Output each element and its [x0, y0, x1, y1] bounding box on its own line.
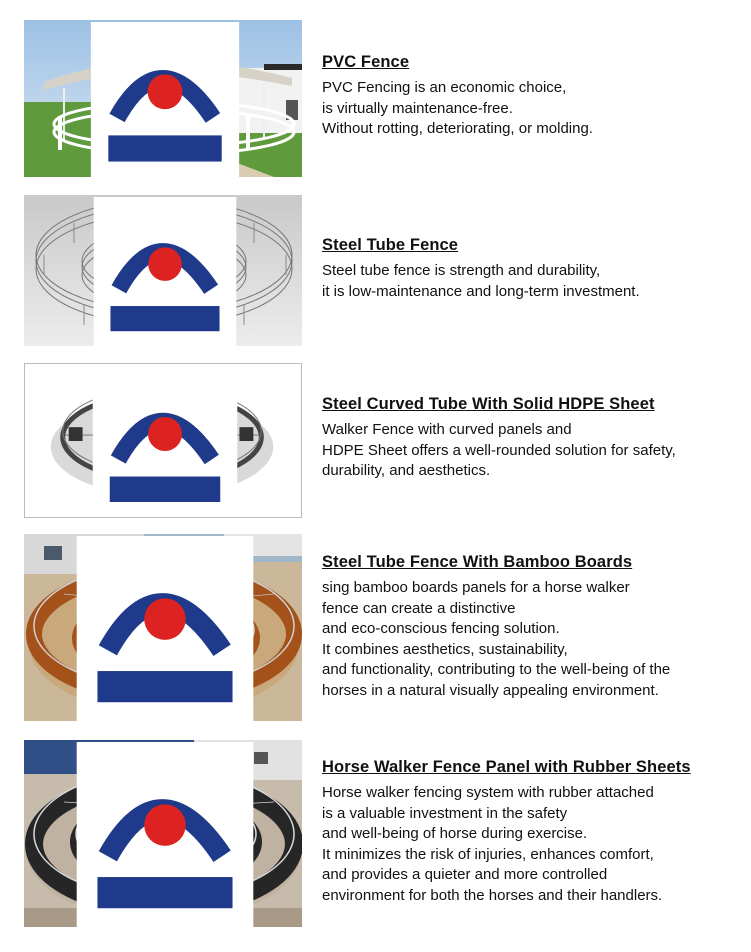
description-line: Without rotting, deteriorating, or molding. — [322, 120, 593, 137]
description-line: and eco-conscious fencing solution. — [322, 620, 560, 637]
rubber-sheet-fence-photo — [24, 740, 302, 927]
description-line: durability, and aesthetics. — [322, 462, 491, 479]
product-title: Horse Walker Fence Panel with Rubber Sheets — [322, 758, 691, 776]
product-title: Steel Tube Fence — [322, 236, 459, 254]
brand-logo — [27, 366, 302, 518]
description-line: HDPE Sheet offers a well-rounded solution for safety, — [322, 441, 676, 459]
description-line: is a valuable investment in the safety — [322, 804, 568, 822]
description-line: sing bamboo boards panels for a horse walker — [322, 579, 630, 596]
description-line: Horse walker fencing system with rubber attached — [322, 784, 654, 801]
product-title: PVC Fence — [322, 53, 410, 71]
description-line: and provides a quieter and more controlled — [322, 866, 608, 883]
pvc-fence-photo — [24, 20, 302, 177]
description-line: It minimizes the risk of injuries, enhances comfort, — [322, 845, 654, 863]
description-line: PVC Fencing is an economic choice, — [322, 79, 567, 96]
description-line: Walker Fence with curved panels and — [322, 421, 572, 438]
brand-logo — [26, 536, 302, 721]
description-line: It combines aesthetics, sustainability, — [322, 640, 568, 658]
product-title: Steel Curved Tube With Solid HDPE Sheet — [322, 395, 655, 413]
description-line: horses in a natural visually appealing environment. — [322, 681, 659, 699]
description-line: environment for both the horses and their handlers. — [322, 886, 663, 904]
description-line: is virtually maintenance-free. — [322, 99, 513, 117]
description-line: and functionality, contributing to the well-being of the — [322, 661, 671, 678]
brand-logo — [26, 742, 302, 927]
brand-logo — [26, 197, 302, 346]
steel-tube-fence-render — [24, 195, 302, 346]
description-line: it is low-maintenance and long-term investment. — [322, 282, 640, 300]
description-line: and well-being of horse during exercise. — [322, 825, 588, 842]
hdpe-sheet-fence-render — [24, 363, 302, 518]
description-line: Steel tube fence is strength and durability, — [322, 262, 601, 279]
bamboo-board-fence-photo — [24, 534, 302, 721]
product-title: Steel Tube Fence With Bamboo Boards — [322, 553, 633, 571]
description-line: fence can create a distinctive — [322, 599, 516, 617]
brand-logo — [26, 22, 302, 177]
